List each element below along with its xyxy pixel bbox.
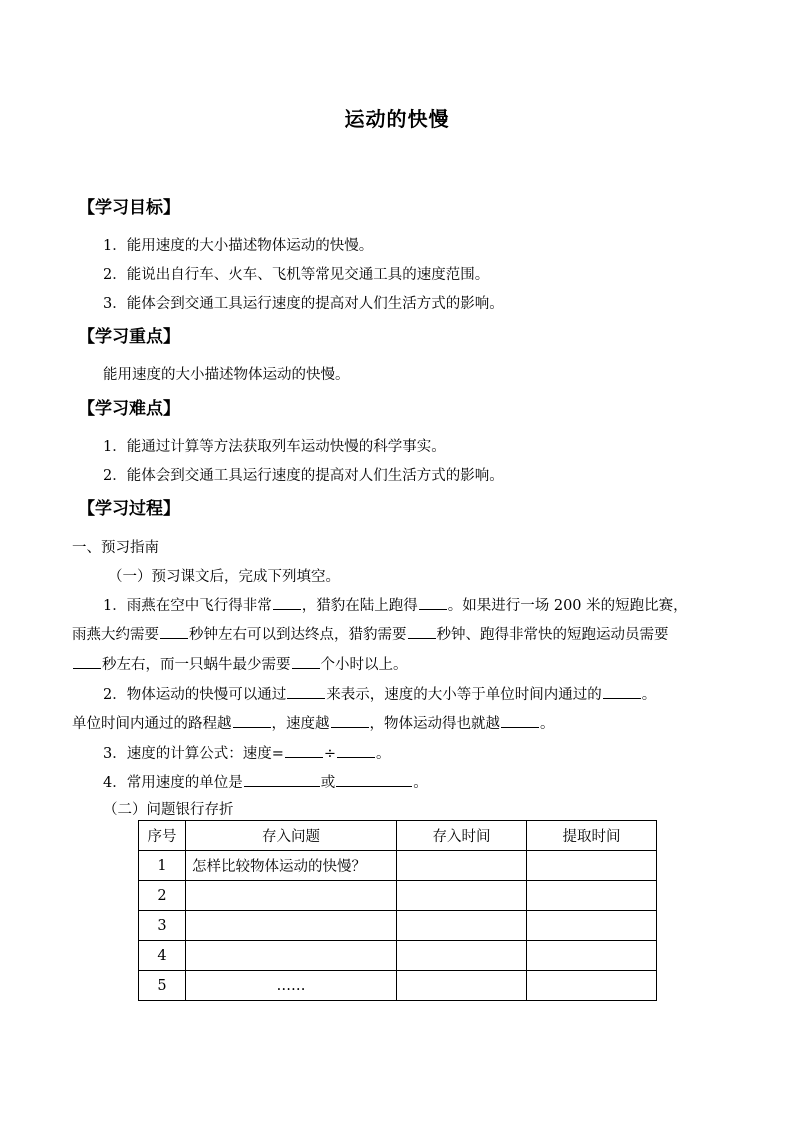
row-deposit-time[interactable] (397, 971, 527, 1001)
row-deposit-time[interactable] (397, 881, 527, 911)
q4-blank-2[interactable] (336, 772, 412, 787)
q4-line: 4．常用速度的单位是 或 。 (103, 771, 428, 792)
q1-line-3: 秒左右，而一只蜗牛最少需要 个小时以上。 (72, 653, 408, 674)
row-question[interactable]: …… (186, 971, 397, 1001)
q3-line: 3．速度的计算公式：速度= ÷ 。 (103, 742, 391, 763)
row-question[interactable]: 怎样比较物体运动的快慢？ (186, 851, 397, 881)
goals-heading: 【学习目标】 (78, 198, 180, 218)
header-question: 存入问题 (186, 821, 397, 851)
row-question[interactable] (186, 911, 397, 941)
row-withdraw-time[interactable] (527, 881, 657, 911)
row-index: 3 (139, 911, 186, 941)
difficulty-item-1: 1．能通过计算等方法获取列车运动快慢的科学事实。 (103, 439, 446, 455)
row-deposit-time[interactable] (397, 911, 527, 941)
key-points-heading: 【学习重点】 (78, 327, 180, 347)
q1-blank-5[interactable] (73, 654, 101, 669)
q2-line-1: 2．物体运动的快慢可以通过 来表示，速度的大小等于单位时间内通过的 。 (103, 683, 656, 704)
row-index: 1 (139, 851, 186, 881)
sub1-title: （一）预习课文后，完成下列填空。 (108, 569, 340, 585)
row-withdraw-time[interactable] (527, 971, 657, 1001)
q3-blank-2[interactable] (337, 743, 375, 758)
goal-item-1: 1．能用速度的大小描述物体运动的快慢。 (103, 238, 374, 254)
table-row (139, 851, 657, 881)
header-index: 序号 (139, 821, 186, 851)
q4-blank-1[interactable] (244, 772, 320, 787)
q2-blank-2[interactable] (603, 684, 641, 699)
q2-line-2: 单位时间内通过的路程越 ，速度越 ，物体运动得也就越 。 (72, 712, 555, 733)
table-row (139, 911, 657, 941)
page-title: 运动的快慢 (344, 107, 450, 131)
q1-blank-4[interactable] (408, 624, 436, 639)
table-header-row (139, 821, 657, 851)
sub2-title: （二）问题银行存折 (103, 802, 234, 818)
table-row (139, 881, 657, 911)
header-deposit-time: 存入时间 (397, 821, 527, 851)
q2-blank-3[interactable] (233, 713, 271, 728)
q1-blank-6[interactable] (292, 654, 320, 669)
q3-blank-1[interactable] (285, 743, 323, 758)
q2-blank-4[interactable] (331, 713, 369, 728)
difficulties-heading: 【学习难点】 (78, 399, 180, 419)
table-row (139, 941, 657, 971)
row-question[interactable] (186, 881, 397, 911)
table-row (139, 971, 657, 1001)
row-index: 4 (139, 941, 186, 971)
q2-blank-5[interactable] (501, 713, 539, 728)
header-withdraw-time: 提取时间 (527, 821, 657, 851)
key-points-text: 能用速度的大小描述物体运动的快慢。 (103, 367, 350, 383)
row-index: 5 (139, 971, 186, 1001)
q1-blank-1[interactable] (273, 595, 301, 610)
row-withdraw-time[interactable] (527, 911, 657, 941)
process-heading: 【学习过程】 (78, 499, 180, 519)
q1-blank-3[interactable] (160, 624, 188, 639)
row-deposit-time[interactable] (397, 941, 527, 971)
row-index: 2 (139, 881, 186, 911)
question-bank-table (138, 820, 657, 1001)
goal-item-2: 2．能说出自行车、火车、飞机等常见交通工具的速度范围。 (103, 267, 490, 283)
goal-item-3: 3．能体会到交通工具运行速度的提高对人们生活方式的影响。 (103, 296, 504, 312)
row-withdraw-time[interactable] (527, 851, 657, 881)
part1-title: 一、预习指南 (72, 540, 159, 556)
row-deposit-time[interactable] (397, 851, 527, 881)
q1-blank-2[interactable] (419, 595, 447, 610)
row-question[interactable] (186, 941, 397, 971)
row-withdraw-time[interactable] (527, 941, 657, 971)
q1-line-1: 1．雨燕在空中飞行得非常 ，猎豹在陆上跑得 。如果进行一场 200 米的短跑比赛， (103, 594, 688, 615)
q1-line-2: 雨燕大约需要 秒钟左右可以到达终点，猎豹需要 秒钟、跑得非常快的短跑运动员需要 (72, 623, 669, 644)
q2-blank-1[interactable] (287, 684, 325, 699)
difficulty-item-2: 2．能体会到交通工具运行速度的提高对人们生活方式的影响。 (103, 468, 504, 484)
